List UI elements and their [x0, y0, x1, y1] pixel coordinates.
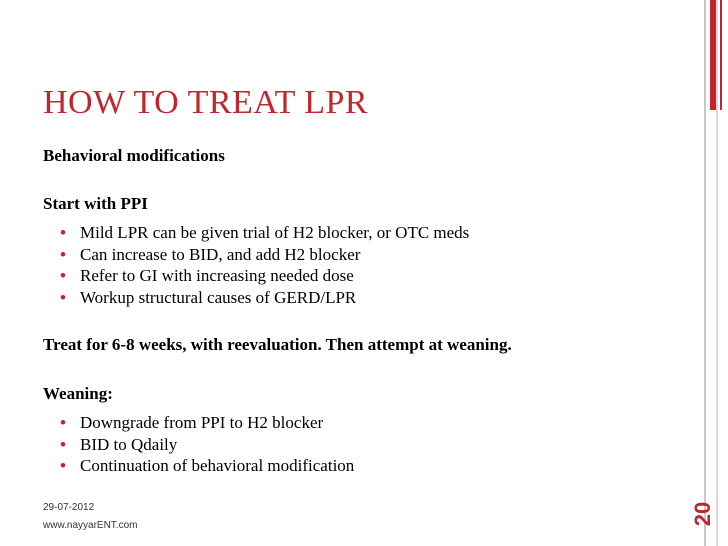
decorative-red-strip	[720, 0, 722, 110]
bullet-icon: •	[60, 244, 66, 264]
ppi-bullet-list	[60, 222, 469, 308]
section-treatment-duration: Treat for 6-8 weeks, with reevaluation. Then attempt at weaning.	[43, 335, 512, 354]
list-item	[60, 244, 469, 266]
list-item	[60, 287, 469, 309]
bullet-icon: •	[60, 287, 66, 307]
section-start-with-ppi: Start with PPI	[43, 194, 148, 213]
list-item-text: Workup structural causes of GERD/LPR	[80, 287, 357, 307]
bullet-icon: •	[60, 434, 66, 454]
footer-date: 29-07-2012	[43, 502, 95, 513]
page-number: 20	[690, 501, 715, 527]
right-decorative-bar	[696, 0, 728, 546]
list-item-text: Mild LPR can be given trial of H2 blocker, or OTC meds	[80, 223, 470, 242]
list-item-text: Downgrade from PPI to H2 blocker	[80, 413, 324, 432]
weaning-bullet-list	[60, 412, 354, 477]
list-item-text: Can increase to BID, and add H2 blocker	[80, 244, 361, 264]
bullet-icon: •	[60, 223, 66, 242]
decorative-line	[716, 0, 718, 546]
list-item	[60, 265, 469, 287]
list-item	[60, 434, 354, 456]
list-item-text: BID to Qdaily	[80, 434, 178, 454]
list-item-text: Continuation of behavioral modification	[80, 456, 355, 475]
list-item-text: Refer to GI with increasing needed dose	[80, 266, 354, 285]
slide-title: HOW TO TREAT LPR	[43, 84, 369, 121]
bullet-icon: •	[60, 456, 66, 475]
list-item	[60, 222, 469, 244]
bullet-icon: •	[60, 413, 66, 432]
section-weaning: Weaning:	[43, 384, 113, 403]
list-item	[60, 455, 354, 477]
decorative-line	[704, 0, 706, 546]
bullet-icon: •	[60, 266, 66, 285]
footer-url: www.nayyarENT.com	[43, 520, 138, 531]
list-item	[60, 412, 354, 434]
section-behavioral-modifications: Behavioral modifications	[43, 146, 225, 165]
